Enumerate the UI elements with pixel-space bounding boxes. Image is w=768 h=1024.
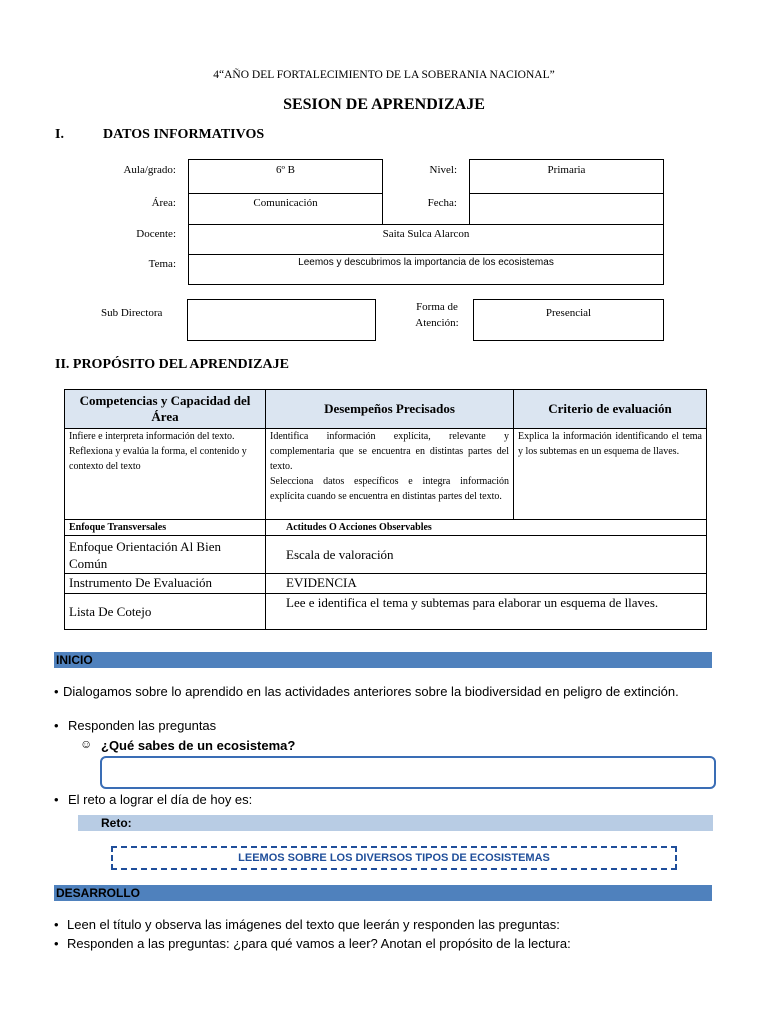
subdirectora-field[interactable] bbox=[187, 299, 376, 341]
tema-field[interactable]: Leemos y descubrimos la importancia de los ecosistemas bbox=[188, 254, 664, 285]
bullet-icon: • bbox=[54, 917, 59, 932]
area-label: Área: bbox=[151, 197, 176, 209]
lista-label: Lista De Cotejo bbox=[65, 594, 266, 630]
fecha-label: Fecha: bbox=[427, 197, 457, 209]
section-1-title: DATOS INFORMATIVOS bbox=[103, 127, 265, 142]
criterio-cell: Explica la información identificando el tema y los subtemas en un esquema de llaves. bbox=[514, 429, 707, 520]
inicio-bullet-2: Responden las preguntas bbox=[68, 718, 217, 733]
competencias-cell: Infiere e interpreta información del texto. Reflexiona y evalúa la forma, el contenido y contexto del texto bbox=[65, 429, 266, 520]
answer-box[interactable] bbox=[100, 756, 716, 789]
nivel-field[interactable]: Primaria bbox=[469, 159, 664, 194]
inicio-band: INICIO bbox=[54, 652, 712, 668]
bullet-icon: • bbox=[54, 792, 59, 807]
actitudes-header: Actitudes O Acciones Observables bbox=[266, 520, 707, 536]
document-title: SESION DE APRENDIZAJE bbox=[283, 96, 485, 113]
enfoque-header: Enfoque Transversales bbox=[65, 520, 266, 536]
docente-field[interactable]: Saita Sulca Alarcon bbox=[188, 224, 664, 255]
desarrollo-band: DESARROLLO bbox=[54, 885, 712, 901]
actitudes-value: Escala de valoración bbox=[266, 536, 707, 574]
forma-label-line-1: Forma de bbox=[416, 301, 458, 313]
inicio-bullet-1: Dialogamos sobre lo aprendido en las actividades anteriores sobre la biodiversidad en peligro de extinción. bbox=[63, 684, 679, 699]
enfoque-value: Enfoque Orientación Al Bien Común bbox=[65, 536, 266, 574]
year-title: 4“AÑO DEL FORTALECIMIENTO DE LA SOBERANIA NACIONAL” bbox=[213, 69, 555, 81]
forma-label bbox=[398, 299, 476, 331]
desarrollo-bullet-2: Responden a las preguntas: ¿para qué vamos a leer? Anotan el propósito de la lectura: bbox=[67, 936, 571, 951]
question-text: ¿Qué sabes de un ecosistema? bbox=[101, 738, 296, 753]
inicio-bullet-3: El reto a lograr el día de hoy es: bbox=[68, 792, 253, 807]
reto-text-box: LEEMOS SOBRE LOS DIVERSOS TIPOS DE ECOSISTEMAS bbox=[111, 846, 677, 870]
aula-label: Aula/grado: bbox=[123, 164, 176, 176]
col-header-competencias: Competencias y Capacidad del Área bbox=[65, 390, 266, 429]
purpose-table bbox=[64, 389, 707, 630]
fecha-field[interactable] bbox=[469, 193, 664, 225]
col-header-desempenos: Desempeños Precisados bbox=[266, 390, 514, 429]
smiley-icon: ☺ bbox=[80, 737, 93, 751]
forma-field[interactable]: Presencial bbox=[473, 299, 664, 341]
evidencia-label: EVIDENCIA bbox=[266, 574, 707, 594]
area-field[interactable]: Comunicación bbox=[188, 193, 383, 225]
subdirectora-label: Sub Directora bbox=[101, 307, 163, 319]
bullet-icon: • bbox=[54, 684, 59, 699]
section-1-number: I. bbox=[55, 127, 64, 142]
desempenos-cell: Identifica información explícita, relevante y complementaria que se encuentra en distintas partes del texto. Selecciona datos específicos e integra información explícita cuando se encuentra en distintas partes del texto. bbox=[266, 429, 514, 520]
bullet-icon: • bbox=[54, 718, 59, 733]
evidencia-value: Lee e identifica el tema y subtemas para elaborar un esquema de llaves. bbox=[266, 594, 707, 630]
aula-field[interactable]: 6º B bbox=[188, 159, 383, 194]
reto-bar: Reto: bbox=[78, 815, 713, 831]
nivel-label: Nivel: bbox=[429, 164, 457, 176]
section-2-title: II. PROPÓSITO DEL APRENDIZAJE bbox=[55, 357, 289, 372]
col-header-criterio: Criterio de evaluación bbox=[514, 390, 707, 429]
tema-label: Tema: bbox=[148, 258, 176, 270]
desarrollo-bullet-1: Leen el título y observa las imágenes del texto que leerán y responden las preguntas: bbox=[67, 917, 560, 932]
bullet-icon: • bbox=[54, 936, 59, 951]
docente-label: Docente: bbox=[136, 228, 176, 240]
forma-label-line-2: Atención: bbox=[415, 317, 459, 329]
instrumento-label: Instrumento De Evaluación bbox=[65, 574, 266, 594]
